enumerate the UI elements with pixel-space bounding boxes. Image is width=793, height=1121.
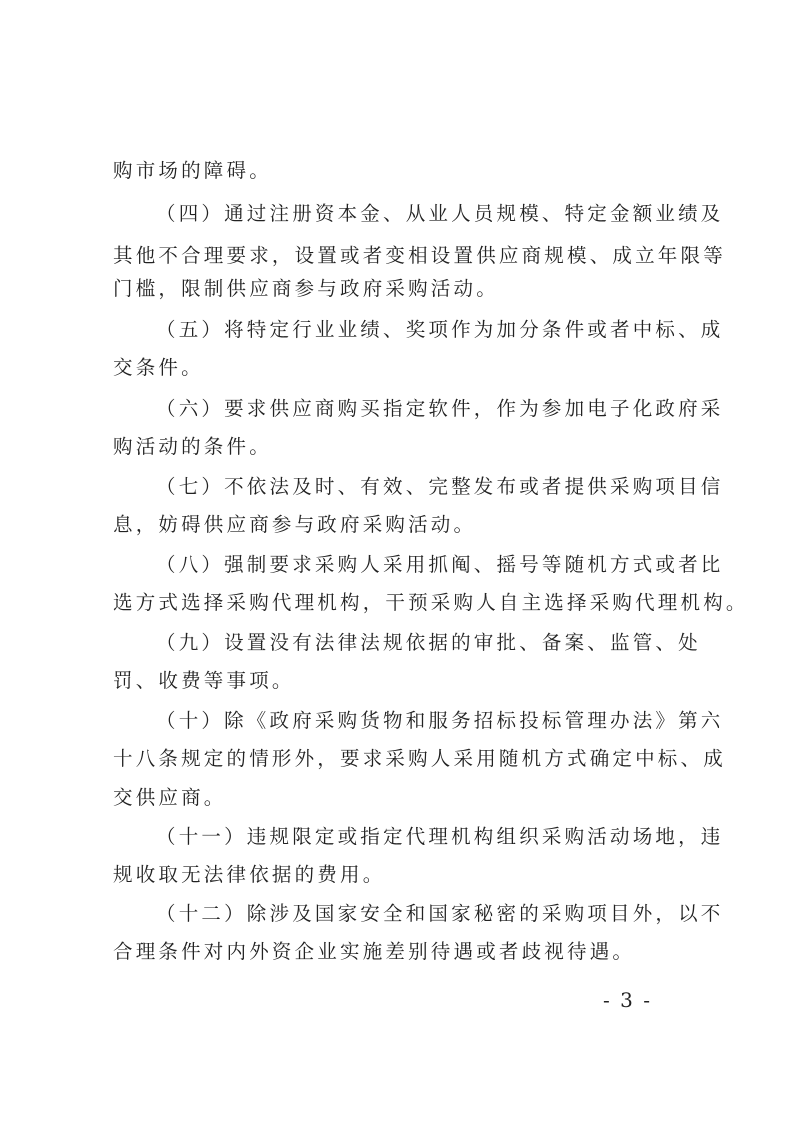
text-line: （十二）除涉及国家安全和国家秘密的采购项目外，以不 bbox=[156, 902, 724, 925]
text-line: （五）将特定行业业绩、奖项作为加分条件或者中标、成 bbox=[156, 318, 724, 341]
text-line: （十一）违规限定或指定代理机构组织采购活动场地，违 bbox=[156, 825, 724, 848]
text-line: （六）要求供应商购买指定软件，作为参加电子化政府采 bbox=[156, 397, 724, 420]
text-line: （九）设置没有法律法规依据的审批、备案、监管、处 bbox=[156, 631, 701, 654]
text-line: 息，妨碍供应商参与政府采购活动。 bbox=[113, 513, 477, 536]
text-line: 购市场的障碍。 bbox=[113, 159, 272, 182]
text-line: （十）除《政府采购货物和服务招标投标管理办法》第六 bbox=[156, 709, 724, 732]
text-line: 交条件。 bbox=[113, 356, 204, 379]
text-line: 规收取无法律依据的费用。 bbox=[113, 863, 386, 886]
text-line: 交供应商。 bbox=[113, 786, 227, 809]
text-line: 罚、收费等事项。 bbox=[113, 669, 295, 692]
text-line: （四）通过注册资本金、从业人员规模、特定金额业绩及 bbox=[156, 202, 724, 225]
page-number: - 3 - bbox=[603, 988, 652, 1012]
text-line: 十八条规定的情形外，要求采购人采用随机方式确定中标、成 bbox=[113, 747, 726, 770]
text-line: 门槛，限制供应商参与政府采购活动。 bbox=[113, 277, 499, 300]
text-line: 合理条件对内外资企业实施差别待遇或者歧视待遇。 bbox=[113, 940, 636, 963]
text-line: 选方式选择采购代理机构，干预采购人自主选择采购代理机构。 bbox=[113, 591, 749, 614]
text-line: 其他不合理要求，设置或者变相设置供应商规模、成立年限等 bbox=[113, 244, 726, 267]
text-line: 购活动的条件。 bbox=[113, 435, 272, 458]
text-line: （七）不依法及时、有效、完整发布或者提供采购项目信 bbox=[156, 475, 724, 498]
text-line: （八）强制要求采购人采用抓阄、摇号等随机方式或者比 bbox=[156, 553, 724, 576]
